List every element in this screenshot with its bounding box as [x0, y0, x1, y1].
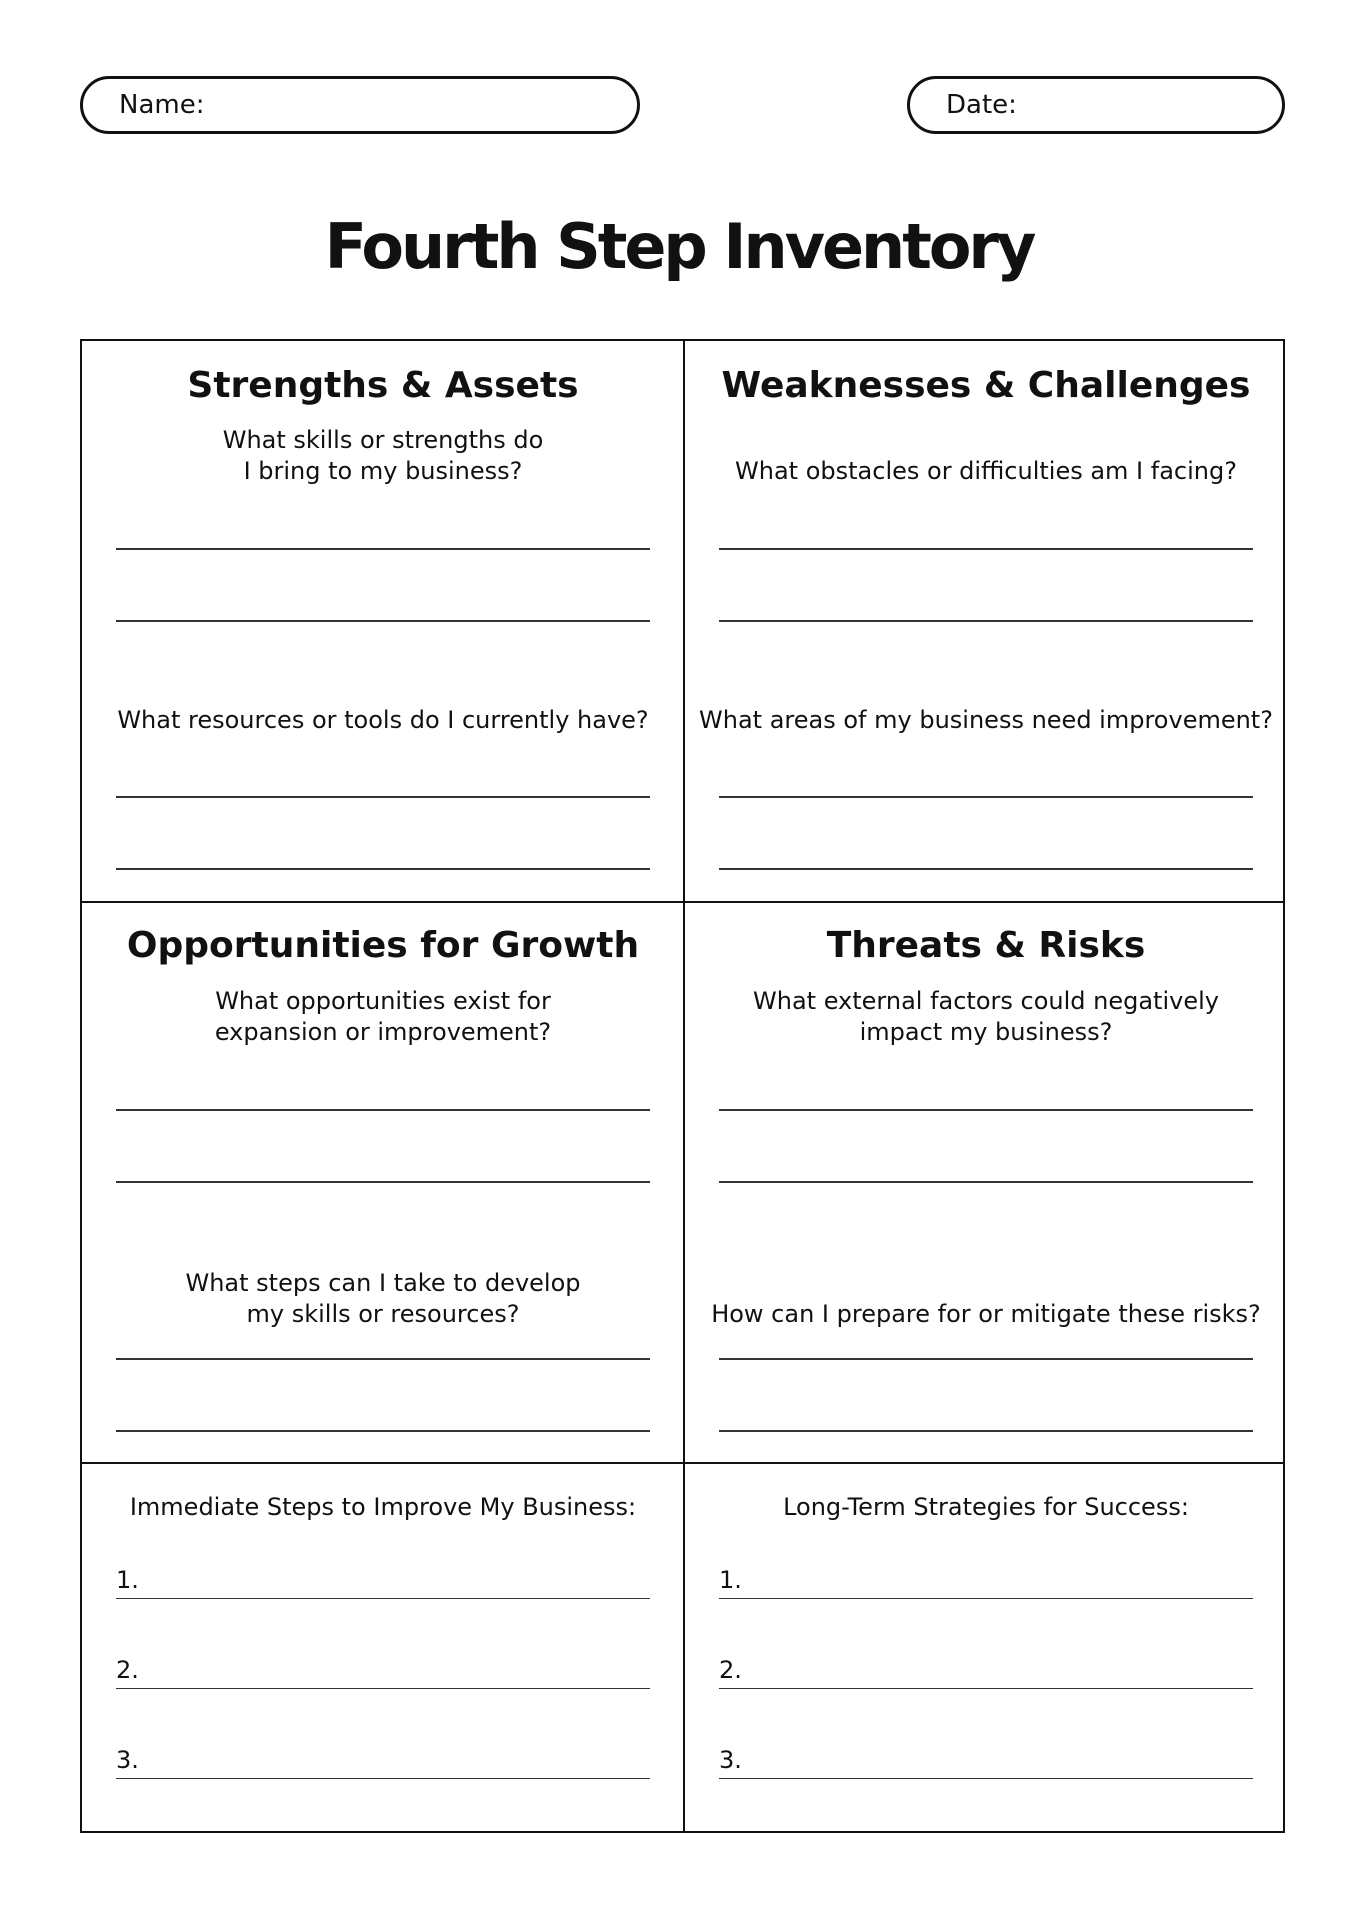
long-term-strategy-1[interactable]: 1.	[719, 1559, 1253, 1599]
answer-line[interactable]	[719, 796, 1253, 798]
answer-line[interactable]	[719, 620, 1253, 622]
date-label: Date:	[946, 90, 1017, 120]
long-term-strategy-2[interactable]: 2.	[719, 1649, 1253, 1689]
immediate-step-2[interactable]: 2.	[116, 1649, 650, 1689]
date-field[interactable]	[907, 76, 1285, 134]
long-term-strategies-label: Long-Term Strategies for Success:	[783, 1493, 1189, 1521]
answer-line[interactable]	[719, 1358, 1253, 1360]
threats-section	[685, 903, 1287, 1462]
answer-line[interactable]	[116, 1358, 650, 1360]
strengths-heading: Strengths & Assets	[187, 365, 579, 406]
long-term-strategy-3[interactable]: 3.	[719, 1739, 1253, 1779]
opportunities-heading: Opportunities for Growth	[126, 925, 640, 966]
weaknesses-question-2: What areas of my business need improvement?	[699, 706, 1273, 734]
answer-line[interactable]	[116, 868, 650, 870]
strengths-question-1: What skills or strengths do I bring to my business?	[222, 426, 544, 485]
weaknesses-section	[685, 341, 1287, 901]
threats-question-2: How can I prepare for or mitigate these risks?	[711, 1300, 1261, 1328]
answer-line[interactable]	[116, 1181, 650, 1183]
answer-line[interactable]	[719, 1430, 1253, 1432]
answer-line[interactable]	[719, 1109, 1253, 1111]
answer-line[interactable]	[116, 548, 650, 550]
immediate-step-1[interactable]: 1.	[116, 1559, 650, 1599]
long-term-strategies-section	[685, 1464, 1287, 1833]
strengths-section	[82, 341, 684, 901]
threats-question-1: What external factors could negatively impact my business?	[753, 987, 1219, 1046]
immediate-steps-section	[82, 1464, 684, 1833]
opportunities-question-1: What opportunities exist for expansion or improvement?	[214, 987, 552, 1046]
answer-line[interactable]	[719, 548, 1253, 550]
answer-line[interactable]	[116, 620, 650, 622]
immediate-steps-label: Immediate Steps to Improve My Business:	[129, 1493, 637, 1521]
answer-line[interactable]	[719, 1181, 1253, 1183]
threats-heading: Threats & Risks	[826, 925, 1146, 966]
weaknesses-question-1: What obstacles or difficulties am I facing?	[735, 457, 1237, 485]
inventory-grid	[80, 339, 1285, 1833]
answer-line[interactable]	[116, 1430, 650, 1432]
strengths-question-2: What resources or tools do I currently have?	[117, 706, 649, 734]
opportunities-section	[82, 903, 684, 1462]
name-field[interactable]	[80, 76, 640, 134]
page-title: Fourth Step Inventory	[324, 210, 1034, 283]
answer-line[interactable]	[719, 868, 1253, 870]
immediate-step-3[interactable]: 3.	[116, 1739, 650, 1779]
answer-line[interactable]	[116, 796, 650, 798]
weaknesses-heading: Weaknesses & Challenges	[721, 365, 1251, 406]
opportunities-question-2: What steps can I take to develop my skills or resources?	[185, 1269, 581, 1328]
name-label: Name:	[119, 90, 205, 120]
answer-line[interactable]	[116, 1109, 650, 1111]
